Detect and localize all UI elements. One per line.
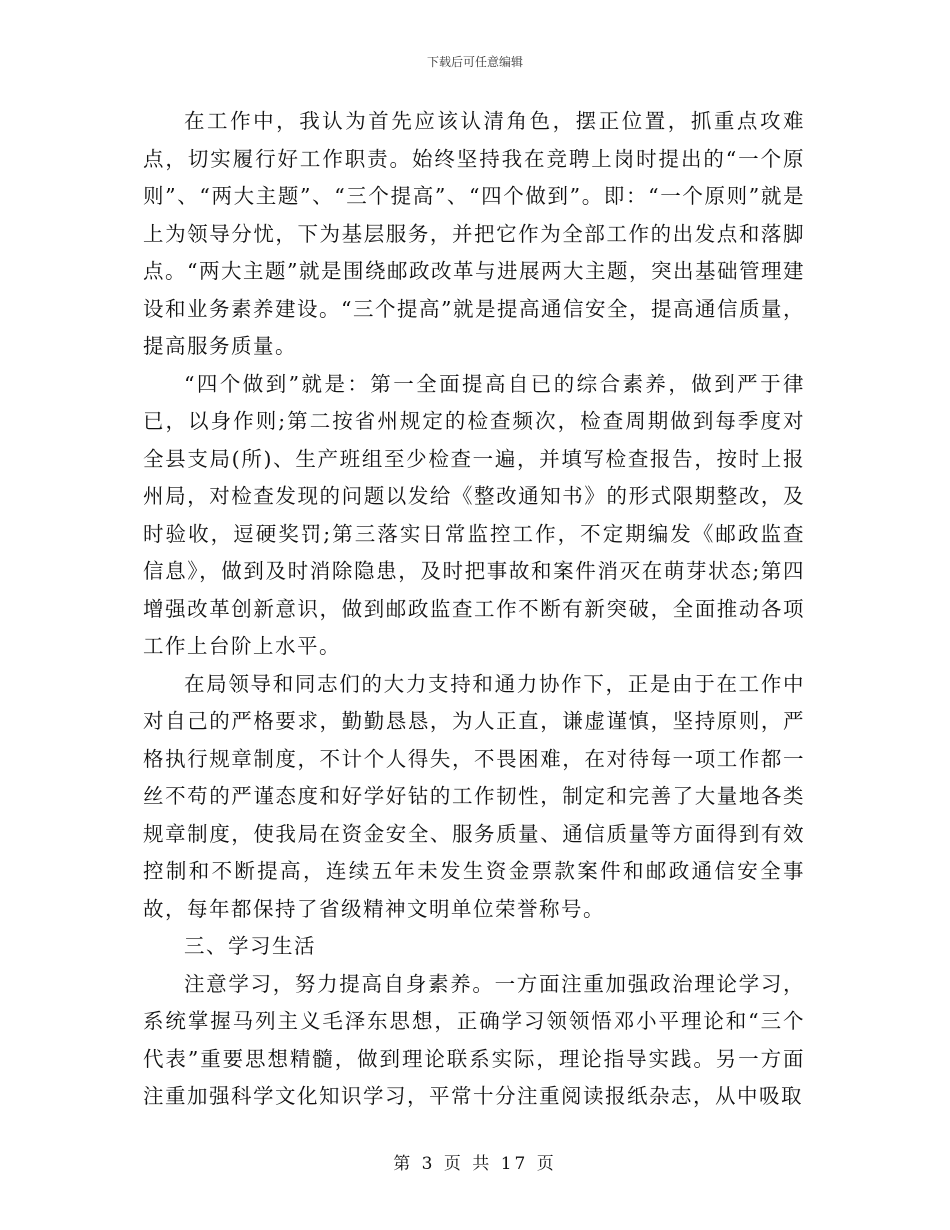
paragraph-study: 注意学习，努力提高自身素养。一方面注重加强政治理论学习，系统掌握马列主义毛泽东思想，正确学习领领悟邓小平理论和“三个代表”重要思想精髓，做到理论联系实际，理论指导实践。另一方面注重加强科学文化知识学习，平常十分注重阅读报纸杂志，从中吸取 bbox=[143, 971, 805, 1108]
paragraph-work-principles: 在工作中，我认为首先应该认清角色，摆正位置，抓重点攻难点，切实履行好工作职责。始终坚持我在竞聘上岗时提出的“一个原则”、“两大主题”、“三个提高”、“四个做到”。即：“一个原则”就是上为领导分忧，下为基层服务，并把它作为全部工作的出发点和落脚点。“两大主题”就是围绕邮政改革与进展两大主题，突出基础管理建设和业务素养建设。“三个提高”就是提高通信安全，提高通信质量，提高服务质量。 bbox=[143, 109, 805, 358]
section-heading-study-life: 三、学习生活 bbox=[184, 934, 316, 958]
page-number: 第 3 页 共 17 页 bbox=[393, 1154, 557, 1174]
document-body bbox=[143, 103, 805, 1116]
paragraph-four-achievements: “四个做到”就是：第一全面提高自已的综合素养，做到严于律已，以身作则;第二按省州规定的检查频次，检查周期做到每季度对全县支局(所)、生产班组至少检查一遍，并填写检查报告，按时上报州局，对检查发现的问题以发给《整改通知书》的形式限期整改，及时验收，逗硬奖罚;第三落实日常监控工作，不定期编发《邮政监查信息》，做到及时消除隐患，及时把事故和案件消灭在萌芽状态;第四增强改革创新意识，做到邮政监查工作不断有新突破，全面推动各项工作上台阶上水平。 bbox=[143, 371, 805, 658]
page-header-note: 下载后可任意编辑 bbox=[426, 55, 523, 69]
paragraph-results: 在局领导和同志们的大力支持和通力协作下，正是由于在工作中对自己的严格要求，勤勤恳恳，为人正直，谦虚谨慎，坚持原则，严格执行规章制度，不计个人得失，不畏困难，在对待每一项工作都一丝不苟的严谨态度和好学好钻的工作韧性，制定和完善了大量地各类规章制度，使我局在资金安全、服务质量、通信质量等方面得到有效控制和不断提高，连续五年未发生资金票款案件和邮政通信安全事故，每年都保持了省级精神文明单位荣誉称号。 bbox=[143, 671, 805, 921]
